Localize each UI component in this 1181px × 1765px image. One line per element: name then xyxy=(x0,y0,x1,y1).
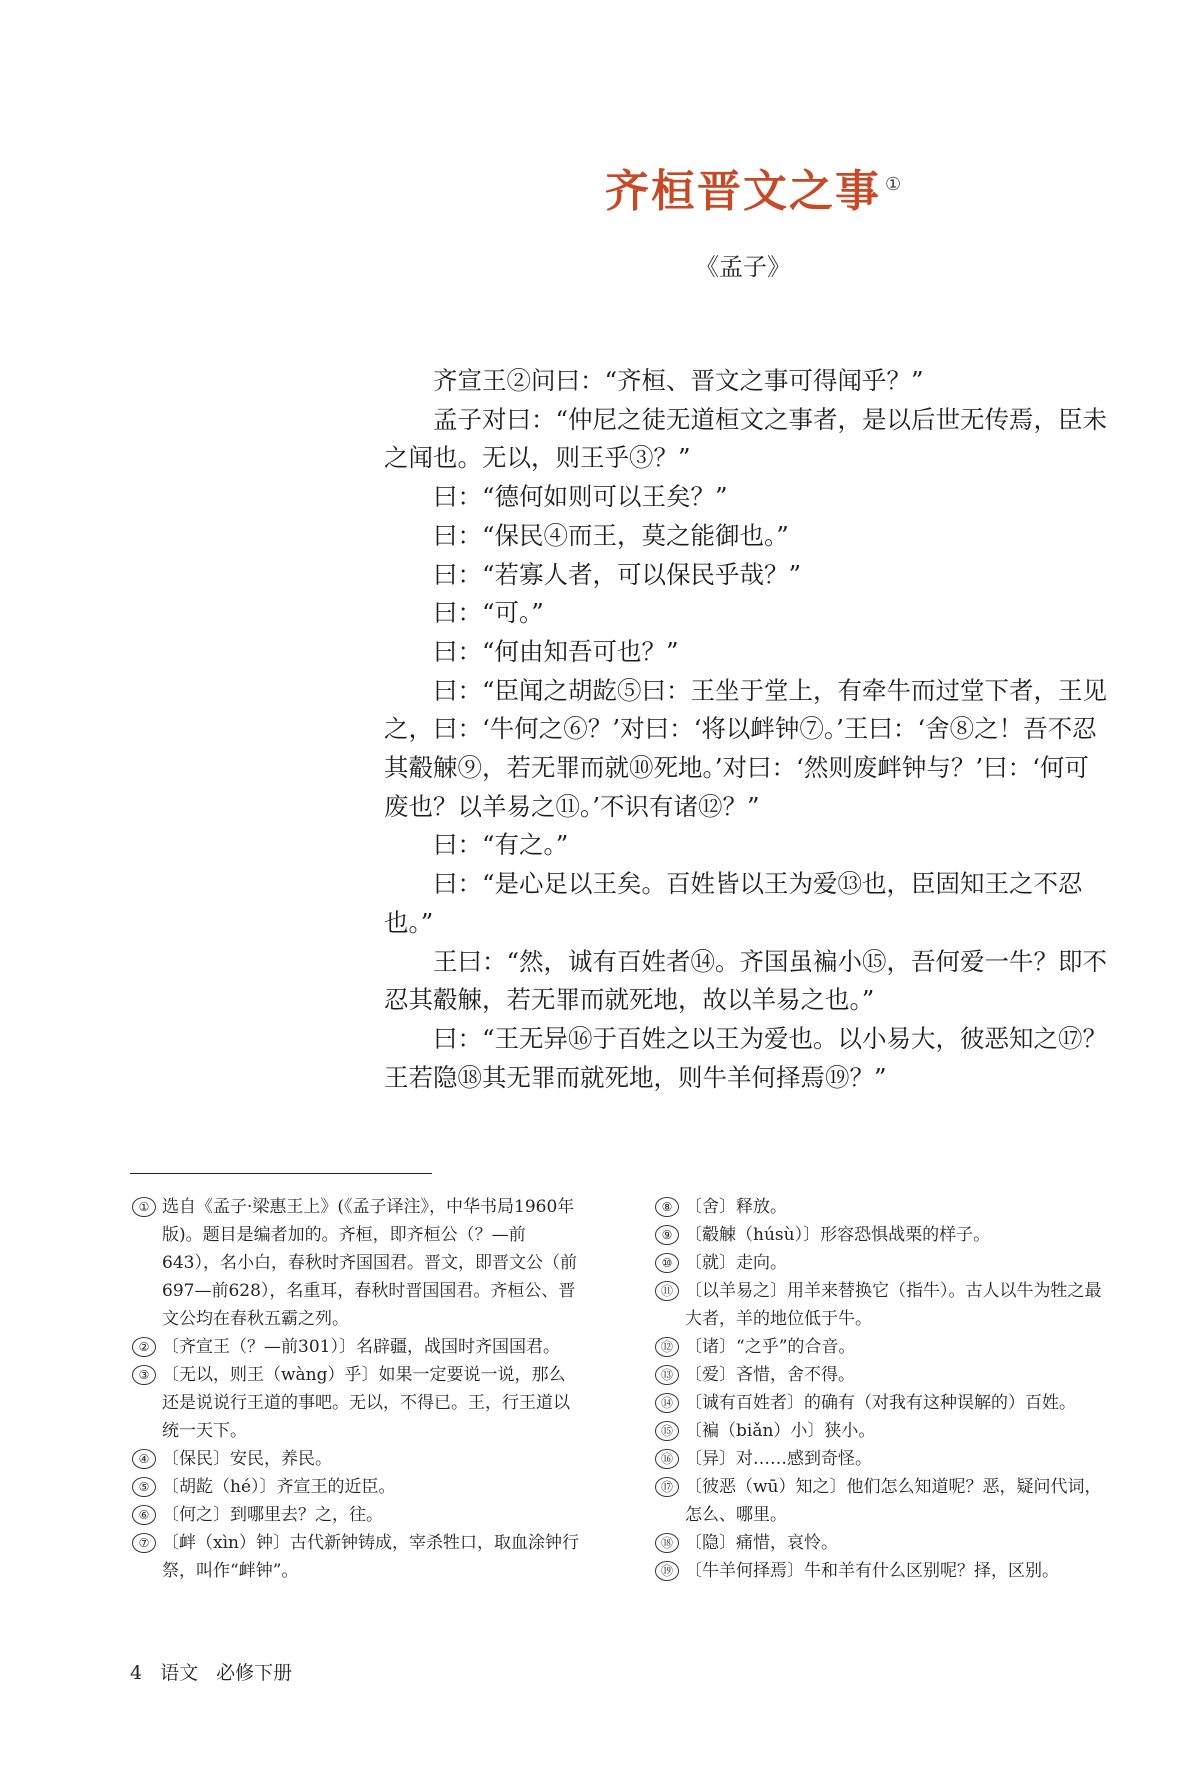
footnote-text: 〔隐〕痛惜，哀怜。 xyxy=(685,1533,838,1553)
footnotes-right-column xyxy=(655,1193,1110,1585)
page-footer xyxy=(130,1658,310,1685)
footnote-text: 〔褊（biǎn）小〕狭小。 xyxy=(685,1421,876,1441)
paragraph: 曰：“是心足以王矣。百姓皆以王为爱⑬也，臣固知王之不忍也。” xyxy=(384,869,1083,937)
footnote-number: ⑲ xyxy=(655,1561,679,1581)
footnote-number: ⑱ xyxy=(655,1533,679,1553)
footnote-text: 〔衅（xìn）钟〕古代新钟铸成，宰杀牲口，取血涂钟行祭，叫作“衅钟”。 xyxy=(162,1533,579,1581)
footnote xyxy=(655,1277,1110,1333)
footnote-divider xyxy=(130,1173,432,1174)
paragraph: 齐宣王②问曰：“齐桓、晋文之事可得闻乎？” xyxy=(433,366,924,395)
footnote xyxy=(132,1473,582,1501)
paragraph: 曰：“臣闻之胡龁⑤曰：王坐于堂上，有牵牛而过堂下者，王见之，曰：‘牛何之⑥？’对曰：‘将以衅钟⑦。’王曰：‘舍⑧之！吾不忍其觳觫⑨，若无罪而就⑩死地。’对曰：‘然则废衅钟与？’曰：‘何可废也？以羊易之⑪。’不识有诸⑫？” xyxy=(384,675,1108,821)
footnote xyxy=(655,1389,1110,1417)
footnote xyxy=(655,1473,1110,1529)
volume-name: 必修下册 xyxy=(216,1662,293,1684)
footnote-text: 〔何之〕到哪里去？之，往。 xyxy=(162,1505,383,1525)
footnote-number: ① xyxy=(132,1197,156,1217)
footnotes-left-column xyxy=(132,1193,582,1585)
footnote-number: ⑦ xyxy=(132,1533,156,1553)
paragraph: 曰：“王无异⑯于百姓之以王为爱也。以小易大，彼恶知之⑰？王若隐⑱其无罪而就死地，则牛羊何择焉⑲？” xyxy=(384,1023,1108,1092)
footnote xyxy=(132,1529,582,1585)
paragraph: 曰：“若寡人者，可以保民乎哉？” xyxy=(433,559,802,589)
paragraph: 曰：“何由知吾可也？” xyxy=(433,636,679,666)
footnote-text: 〔以羊易之〕用羊来替换它（指牛）。古人以牛为牲之最大者，羊的地位低于牛。 xyxy=(685,1281,1102,1329)
footnote xyxy=(655,1417,1110,1445)
chapter-title xyxy=(605,155,903,219)
paragraph: 王曰：“然，诚有百姓者⑭。齐国虽褊小⑮，吾何爱一牛？即不忍其觳觫，若无罪而就死地，故以羊易之也。” xyxy=(384,946,1108,1015)
footnote-text: 〔爱〕吝惜，舍不得。 xyxy=(685,1365,855,1385)
footnote xyxy=(132,1501,582,1529)
footnote-text: 〔诸〕“之乎”的合音。 xyxy=(685,1337,856,1357)
footnote-number: ⑬ xyxy=(655,1365,679,1385)
paragraph: 曰：“保民④而王，莫之能御也。” xyxy=(433,520,789,550)
footnote-text: 〔牛羊何择焉〕牛和羊有什么区别呢？择，区别。 xyxy=(685,1561,1059,1581)
footnote-number: ④ xyxy=(132,1449,156,1469)
footnote-number: ⑭ xyxy=(655,1393,679,1413)
footnote-number: ⑪ xyxy=(655,1281,679,1301)
chapter-title-text: 齐桓晋文之事 xyxy=(605,166,881,217)
footnote-number: ⑮ xyxy=(655,1421,679,1441)
footnote-text: 〔彼恶（wū）知之〕他们怎么知道呢？恶，疑问代词，怎么、哪里。 xyxy=(685,1477,1102,1525)
book-name: 语文 xyxy=(160,1662,199,1684)
paragraph: 曰：“可。” xyxy=(433,598,544,628)
footnote-text: 〔胡龁（hé）〕齐宣王的近臣。 xyxy=(162,1477,396,1497)
footnote xyxy=(655,1249,1110,1277)
footnote xyxy=(655,1333,1110,1361)
source-attribution: 《孟子》 xyxy=(695,253,791,281)
footnote xyxy=(655,1361,1110,1389)
footnote-text: 〔诚有百姓者〕的确有（对我有这种误解的）百姓。 xyxy=(685,1393,1076,1413)
footnote-number: ⑰ xyxy=(655,1477,679,1497)
main-text xyxy=(384,362,1108,1097)
footnote xyxy=(655,1529,1110,1557)
footnote xyxy=(132,1193,582,1333)
footnote-number: ⑯ xyxy=(655,1449,679,1469)
footnote-text: 〔无以，则王（wàng）乎〕如果一定要说一说，那么还是说说行王道的事吧。无以，不得已。王，行王道以统一天下。 xyxy=(162,1365,570,1441)
paragraph: 曰：“德何如则可以王矣？” xyxy=(433,482,728,512)
footnote-text: 〔就〕走向。 xyxy=(685,1253,787,1273)
footnote-text: 〔觳觫（húsù）〕形容恐惧战栗的样子。 xyxy=(685,1225,991,1245)
footnote-number: ② xyxy=(132,1337,156,1357)
paragraph: 曰：“有之。” xyxy=(433,830,569,860)
footnote-number: ⑨ xyxy=(655,1225,679,1245)
footnote-text: 〔异〕对……感到奇怪。 xyxy=(685,1449,872,1469)
footnote-number: ③ xyxy=(132,1365,156,1385)
footnote-number: ⑫ xyxy=(655,1337,679,1357)
footnote-text: 〔保民〕安民，养民。 xyxy=(162,1449,332,1469)
footnote xyxy=(132,1333,582,1361)
footnote-number: ⑥ xyxy=(132,1505,156,1525)
title-footnote-marker: ① xyxy=(885,174,904,196)
footnote xyxy=(655,1557,1110,1585)
paragraph: 孟子对曰：“仲尼之徒无道桓文之事者，是以后世无传焉，臣未之闻也。无以，则王乎③？” xyxy=(384,404,1108,473)
footnote-number: ⑩ xyxy=(655,1253,679,1273)
footnote-text: 〔舍〕释放。 xyxy=(685,1197,787,1217)
footnote xyxy=(132,1361,582,1445)
footnote-text: 〔齐宣王（？—前301）〕名辟疆，战国时齐国国君。 xyxy=(162,1337,560,1357)
footnote xyxy=(132,1445,582,1473)
footnote xyxy=(655,1221,1110,1249)
footnote-number: ⑧ xyxy=(655,1197,679,1217)
footnote xyxy=(655,1193,1110,1221)
footnote-number: ⑤ xyxy=(132,1477,156,1497)
page-number: 4 xyxy=(130,1662,143,1684)
footnote-text: 选自《孟子·梁惠王上》(《孟子译注》，中华书局1960年版)。题目是编者加的。齐桓，即齐桓公（？—前643），名小白，春秋时齐国国君。晋文，即晋文公（前697—前628），名重耳，春秋时晋国国君。齐桓公、晋文公均在春秋五霸之列。 xyxy=(162,1197,577,1329)
footnote xyxy=(655,1445,1110,1473)
